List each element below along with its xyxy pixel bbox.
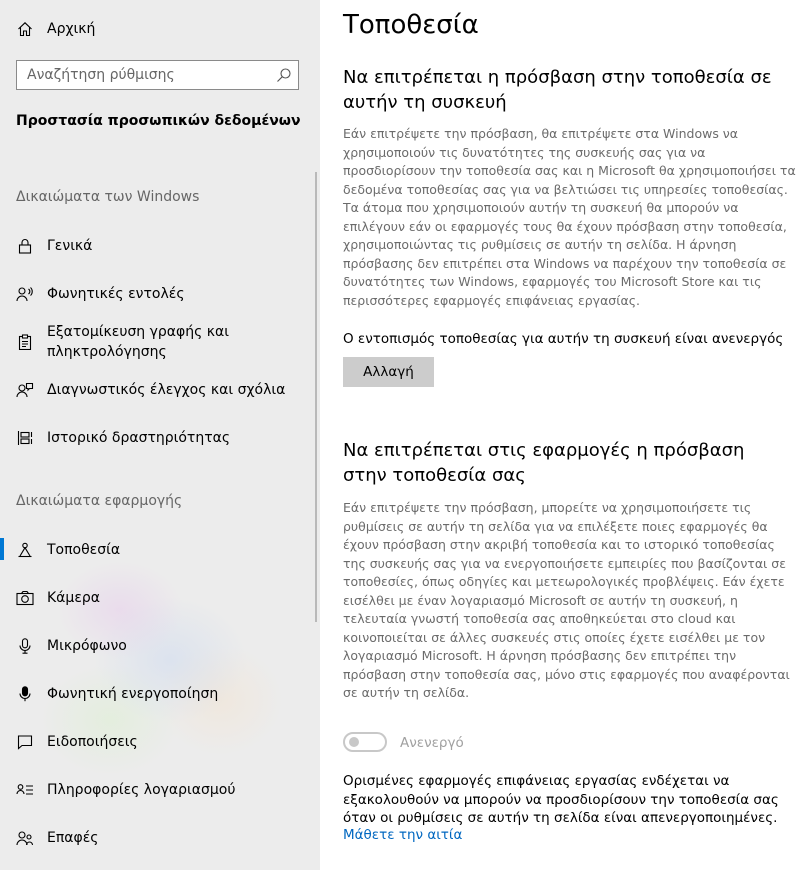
sidebar-item-speech[interactable] <box>0 283 315 305</box>
timeline-icon <box>16 429 34 447</box>
sidebar-item-label: Ιστορικό δραστηριότητας <box>47 430 231 446</box>
desktop-apps-note: Ορισμένες εφαρμογές επιφάνειας εργασίας ενδέχεται να εξακολουθούν να μπορούν να προσδιορίσουν την τοποθεσία σας όταν οι ρυθμίσεις σε αυτήν τη σελίδα είναι απενεργοποιημένες. <box>343 773 779 826</box>
sidebar-item-label: Κάμερα <box>47 590 100 606</box>
sidebar-scrollbar[interactable] <box>315 172 317 622</box>
search-box <box>16 60 299 90</box>
app-permissions-title: Δικαιώματα εφαρμογής <box>16 493 183 509</box>
toggle-state-label: Ανενεργό <box>400 735 464 751</box>
camera-icon <box>16 589 34 607</box>
sidebar-item-microphone[interactable] <box>0 635 315 657</box>
category-title: Προστασία προσωπικών δεδομένων <box>16 113 301 129</box>
clipboard-icon <box>16 333 34 351</box>
voice-icon <box>16 285 34 303</box>
apps-access-heading: Να επιτρέπεται στις εφαρμογές η πρόσβαση στην τοποθεσία σας <box>343 440 745 486</box>
sidebar-item-location[interactable] <box>0 539 315 561</box>
sidebar-item-label: Φωνητικές εντολές <box>47 286 185 302</box>
feedback-icon <box>16 381 34 399</box>
sidebar-item-label: Εξατομίκευση γραφής και πληκτρολόγησης <box>47 324 230 360</box>
sidebar-item-notifications[interactable] <box>0 731 315 753</box>
sidebar-item-contacts[interactable] <box>0 827 315 849</box>
sidebar-item-voice-activation[interactable] <box>0 683 315 705</box>
change-button[interactable]: Αλλαγή <box>343 357 434 387</box>
device-access-heading: Να επιτρέπεται η πρόσβαση στην τοποθεσία σε αυτήν τη συσκευή <box>343 67 772 113</box>
device-location-status: Ο εντοπισμός τοποθεσίας για αυτήν τη συσκευή είναι ανενεργός <box>343 331 784 347</box>
contacts-icon <box>16 829 34 847</box>
sidebar-item-label: Τοποθεσία <box>47 542 121 558</box>
device-access-description: Εάν επιτρέψετε την πρόσβαση, θα επιτρέψετε στα Windows να χρησιμοποιούν τις δυνατότητες της συσκευής σας για να προσδιορίσουν την τοποθεσία σας και η Microsoft θα χρησιμοποιήσει τα δεδομένα τοποθεσίας σας για να βελτιώσει τις υπηρεσίες τοποθεσίας. Τα άτομα που χρησιμοποιούν αυτήν τη συσκευή θα μπορούν να επιλέγουν εάν οι εφαρμογές τους θα έχουν πρόσβαση στην τοποθεσία, χρησιμοποιώντας τις ρυθμίσεις σε αυτήν τη σελίδα. Η άρνηση πρόσβασης δεν επιτρέπει στα Windows να παρέχουν την τοποθεσία σε δυνατότητες των Windows, εφαρμογές του Microsoft Store και τις περισσότερες εφαρμογές επιφάνειας εργασίας. <box>343 126 796 308</box>
lock-icon <box>16 237 34 255</box>
location-icon <box>16 541 34 559</box>
sidebar-item-label: Επαφές <box>47 830 99 846</box>
apps-location-toggle[interactable] <box>343 732 387 752</box>
search-input[interactable] <box>17 61 267 89</box>
sidebar-item-inking-typing[interactable] <box>0 321 315 363</box>
sidebar-item-label: Φωνητική ενεργοποίηση <box>47 686 219 702</box>
sidebar <box>0 0 320 870</box>
toggle-knob <box>349 737 359 747</box>
main-content <box>320 0 805 870</box>
sidebar-item-home[interactable] <box>0 18 315 40</box>
search-icon[interactable] <box>276 67 292 83</box>
apps-access-description: Εάν επιτρέψετε την πρόσβαση, μπορείτε να χρησιμοποιήσετε τις ρυθμίσεις σε αυτήν τη σελίδα για να επιλέξετε ποιες εφαρμογές θα έχουν πρόσβαση στην ακριβή τοποθεσία και το ιστορικό τοποθεσίας της συσκευής σας για να ενεργοποιήσετε εμπειρίες που βασίζονται σε τοποθεσίες, όπως οδηγίες και μετεωρολογικές προβλέψεις. Εάν έχετε εισέλθει με έναν λογαριασμό Microsoft σε αυτήν τη συσκευή, η τελευταία γνωστή τοποθεσία σας αποθηκεύεται στο cloud και κοινοποιείται σε άλλες συσκευές στις οποίες έχετε εισέλθει με τον λογαριασμό Microsoft. Η άρνηση πρόσβασης δεν επιτρέπει την πρόσβαση στην τοποθεσία σας, μόνο στις εφαρμογές που αναφέρονται σε αυτήν τη σελίδα. <box>343 500 790 700</box>
sidebar-item-general[interactable] <box>0 235 315 257</box>
sidebar-item-label: Γενικά <box>47 238 93 254</box>
microphone-icon <box>16 637 34 655</box>
account-info-icon <box>16 781 34 799</box>
sidebar-item-label: Αρχική <box>47 21 96 37</box>
sidebar-item-activity-history[interactable] <box>0 427 315 449</box>
sidebar-item-account-info[interactable] <box>0 779 315 801</box>
sidebar-item-label: Πληροφορίες λογαριασμού <box>47 782 236 798</box>
sidebar-item-label: Ειδοποιήσεις <box>47 734 138 750</box>
sidebar-item-diagnostics[interactable] <box>0 379 315 401</box>
learn-more-link[interactable]: Μάθετε την αιτία <box>343 827 463 843</box>
voice-activation-icon <box>16 685 34 703</box>
sidebar-item-label: Μικρόφωνο <box>47 638 127 654</box>
windows-permissions-title: Δικαιώματα των Windows <box>16 189 200 205</box>
page-title: Τοποθεσία <box>343 10 479 40</box>
home-icon <box>16 20 34 38</box>
sidebar-item-label: Διαγνωστικός έλεγχος και σχόλια <box>47 382 286 398</box>
sidebar-item-camera[interactable] <box>0 587 315 609</box>
notification-icon <box>16 733 34 751</box>
